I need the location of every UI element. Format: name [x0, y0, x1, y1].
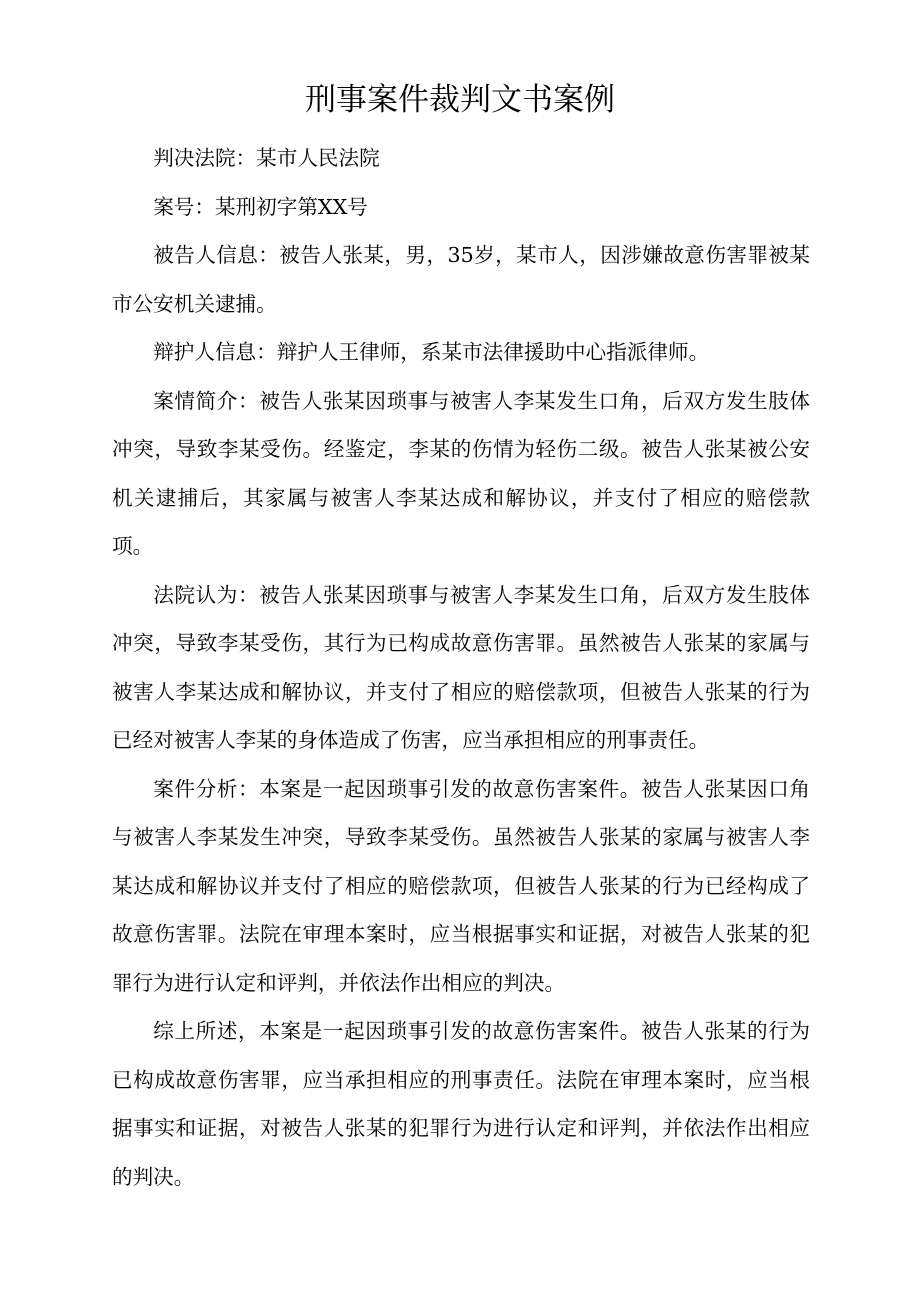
paragraph-defendant-info: 被告人信息：被告人张某，男，35岁，某市人，因涉嫌故意伤害罪被某市公安机关逮捕。 [112, 243, 810, 316]
paragraph-conclusion: 综上所述，本案是一起因琐事引发的故意伤害案件。被告人张某的行为已构成故意伤害罪，应当承担相应的刑事责任。法院在审理本案时，应当根据事实和证据，对被告人张某的犯罪行为进行认定和评判，并依法作出相应的判决。 [112, 1019, 810, 1189]
paragraph-case-analysis: 案件分析：本案是一起因琐事引发的故意伤害案件。被告人张某因口角与被害人李某发生冲突，导致李某受伤。虽然被告人张某的家属与被害人李某达成和解协议并支付了相应的赔偿款项，但被告人张某的行为已经构成了故意伤害罪。法院在审理本案时，应当根据事实和证据，对被告人张某的犯罪行为进行认定和评判，并依法作出相应的判决。 [112, 776, 810, 995]
paragraph-case-summary: 案情简介：被告人张某因琐事与被害人李某发生口角，后双方发生肢体冲突，导致李某受伤。经鉴定，李某的伤情为轻伤二级。被告人张某被公安机关逮捕后，其家属与被害人李某达成和解协议，并支付了相应的赔偿款项。 [112, 388, 810, 558]
document-title: 刑事案件裁判文书案例 [305, 82, 615, 118]
paragraph-defender-info: 辩护人信息：辩护人王律师，系某市法律援助中心指派律师。 [153, 340, 710, 364]
paragraph-court: 判决法院：某市人民法院 [153, 146, 380, 170]
paragraph-case-number: 案号：某刑初字第XX号 [153, 194, 368, 219]
document-body [112, 134, 810, 1201]
paragraph-court-opinion: 法院认为：被告人张某因琐事与被害人李某发生口角，后双方发生肢体冲突，导致李某受伤，其行为已构成故意伤害罪。虽然被告人张某的家属与被害人李某达成和解协议，并支付了相应的赔偿款项，但被告人张某的行为已经对被害人李某的身体造成了伤害，应当承担相应的刑事责任。 [112, 582, 810, 752]
